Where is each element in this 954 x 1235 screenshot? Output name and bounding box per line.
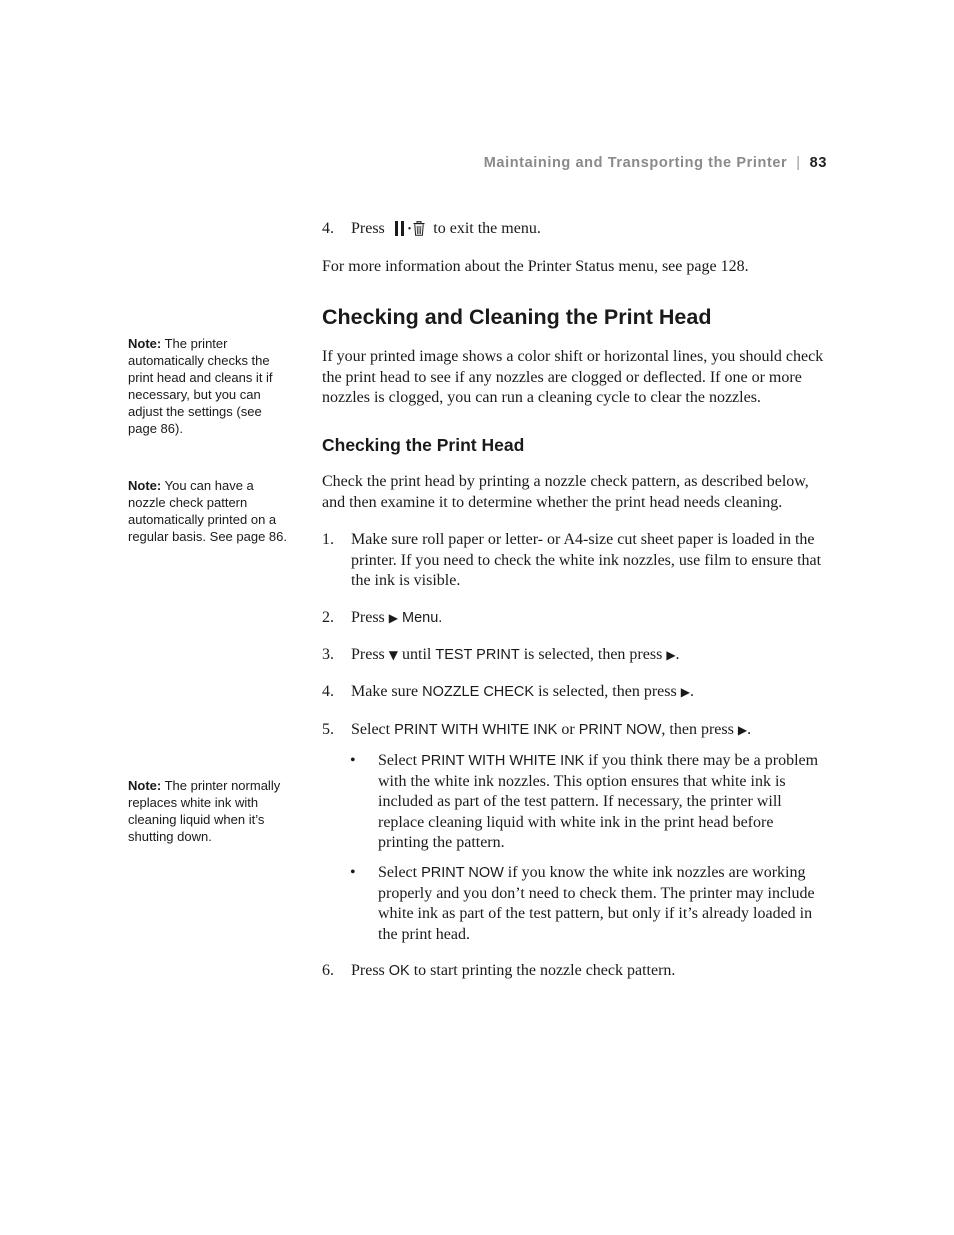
step-3-end: . [675, 646, 680, 663]
print-with-white-ink-option: PRINT WITH WHITE INK [394, 722, 558, 738]
step-4-make-sure: Make sure [351, 683, 419, 700]
note-text: The printer normally replaces white ink with cleaning liquid when it’s shutting down. [128, 778, 281, 844]
step-press-text: Press [351, 220, 385, 237]
trash-icon [413, 221, 425, 236]
subsection-intro-paragraph: Check the print head by printing a nozzle check pattern, as described below, and then examine it to determine whether the print head needs cleaning. [322, 473, 809, 511]
step-6-text: to start printing the nozzle check pattern. [413, 962, 676, 979]
print-now-option: PRINT NOW [578, 722, 662, 738]
header-separator: | [796, 155, 801, 171]
step-6 [322, 961, 827, 982]
margin-note-white-ink [128, 777, 293, 845]
step-5-select: Select [351, 721, 391, 738]
step-4-end: . [689, 683, 694, 700]
step-1-text: Make sure roll paper or letter- or A4-size cut sheet paper is loaded in the printer. If you need to check the white ink nozzles, use film to ensure that the ink is visible. [351, 531, 822, 589]
step-2 [322, 608, 827, 629]
step-number: 4. [322, 220, 334, 237]
step-2-press: Press [351, 609, 385, 626]
step-5-middle: , then press [661, 721, 734, 738]
note-label: Note: [128, 478, 162, 493]
step-number: 2. [322, 609, 334, 626]
print-with-white-ink-option: PRINT WITH WHITE INK [421, 753, 585, 769]
menu-button-label: Menu [402, 610, 439, 626]
bullet-print-now [350, 863, 827, 945]
note-label: Note: [128, 778, 162, 793]
step-exit-menu [322, 219, 827, 241]
chapter-title: Maintaining and Transporting the Printer [483, 155, 788, 171]
icon-dot: • [407, 224, 412, 235]
more-info-paragraph: For more information about the Printer Status menu, see page 128. [322, 258, 749, 275]
bullet-print-with-white-ink [350, 751, 827, 854]
step-3 [322, 645, 827, 666]
step-number: 6. [322, 962, 334, 979]
right-arrow-icon: ▶ [666, 648, 676, 662]
ok-button-label: OK [388, 963, 410, 979]
bullet-symbol: • [350, 752, 356, 769]
test-print-option: TEST PRINT [435, 647, 520, 663]
bullet-select: Select [378, 864, 418, 881]
step-4-middle: is selected, then press [538, 683, 677, 700]
print-now-option: PRINT NOW [421, 865, 504, 881]
step-3-press: Press [351, 646, 385, 663]
step-2-end: . [438, 610, 443, 626]
note-text: The printer automatically checks the print head and cleans it if necessary, but you can adjust the settings (see page 86). [128, 336, 273, 436]
right-arrow-icon: ▶ [737, 723, 748, 737]
step-6-press: Press [351, 962, 385, 979]
step-5-or: or [561, 721, 575, 738]
right-arrow-icon: ▶ [680, 685, 690, 699]
right-arrow-icon: ▶ [388, 611, 399, 625]
section-intro-paragraph: If your printed image shows a color shift or horizontal lines, you should check the print head to see if any nozzles are clogged or deflected. If one or more nozzles is clogged, you can run a cleaning cycle to clear the nozzles. [322, 348, 824, 406]
pause-icon [395, 221, 405, 236]
step-3-middle: is selected, then press [523, 646, 663, 663]
step-5 [322, 720, 827, 741]
note-text: You can have a nozzle check pattern automatically printed on a regular basis. See page 86. [128, 478, 287, 544]
bullet-symbol: • [350, 864, 356, 881]
note-label: Note: [128, 336, 162, 351]
step-4 [322, 682, 827, 703]
margin-note-schedule [128, 477, 293, 545]
step-number: 5. [322, 721, 334, 738]
bullet-2-text: if you know the white ink nozzles are working properly and you don’t need to check them. The printer may include white ink as part of the test pattern, but only if it’s already loaded in the print head. [378, 864, 815, 943]
bullet-1-text: if you think there may be a problem with the white ink nozzles. This option ensures that white ink is included as part of the test pattern. If necessary, the printer will replace cleaning liquid with white ink in the print head before printing the pattern. [378, 752, 819, 851]
step-number: 4. [322, 683, 334, 700]
step-3-until: until [402, 646, 432, 663]
step-number: 3. [322, 646, 334, 663]
margin-note-auto-check [128, 335, 293, 437]
page-number: 83 [809, 155, 827, 171]
step-1 [322, 530, 827, 592]
subsection-heading: Checking the Print Head [322, 435, 525, 455]
bullet-select: Select [378, 752, 418, 769]
step-number: 1. [322, 531, 334, 548]
section-heading: Checking and Cleaning the Print Head [322, 305, 712, 329]
step-5-end: . [747, 721, 752, 738]
nozzle-check-option: NOZZLE CHECK [422, 684, 535, 700]
running-head [484, 155, 827, 171]
down-arrow-icon: ▼ [388, 648, 399, 662]
step-exit-text: to exit the menu. [433, 220, 541, 237]
